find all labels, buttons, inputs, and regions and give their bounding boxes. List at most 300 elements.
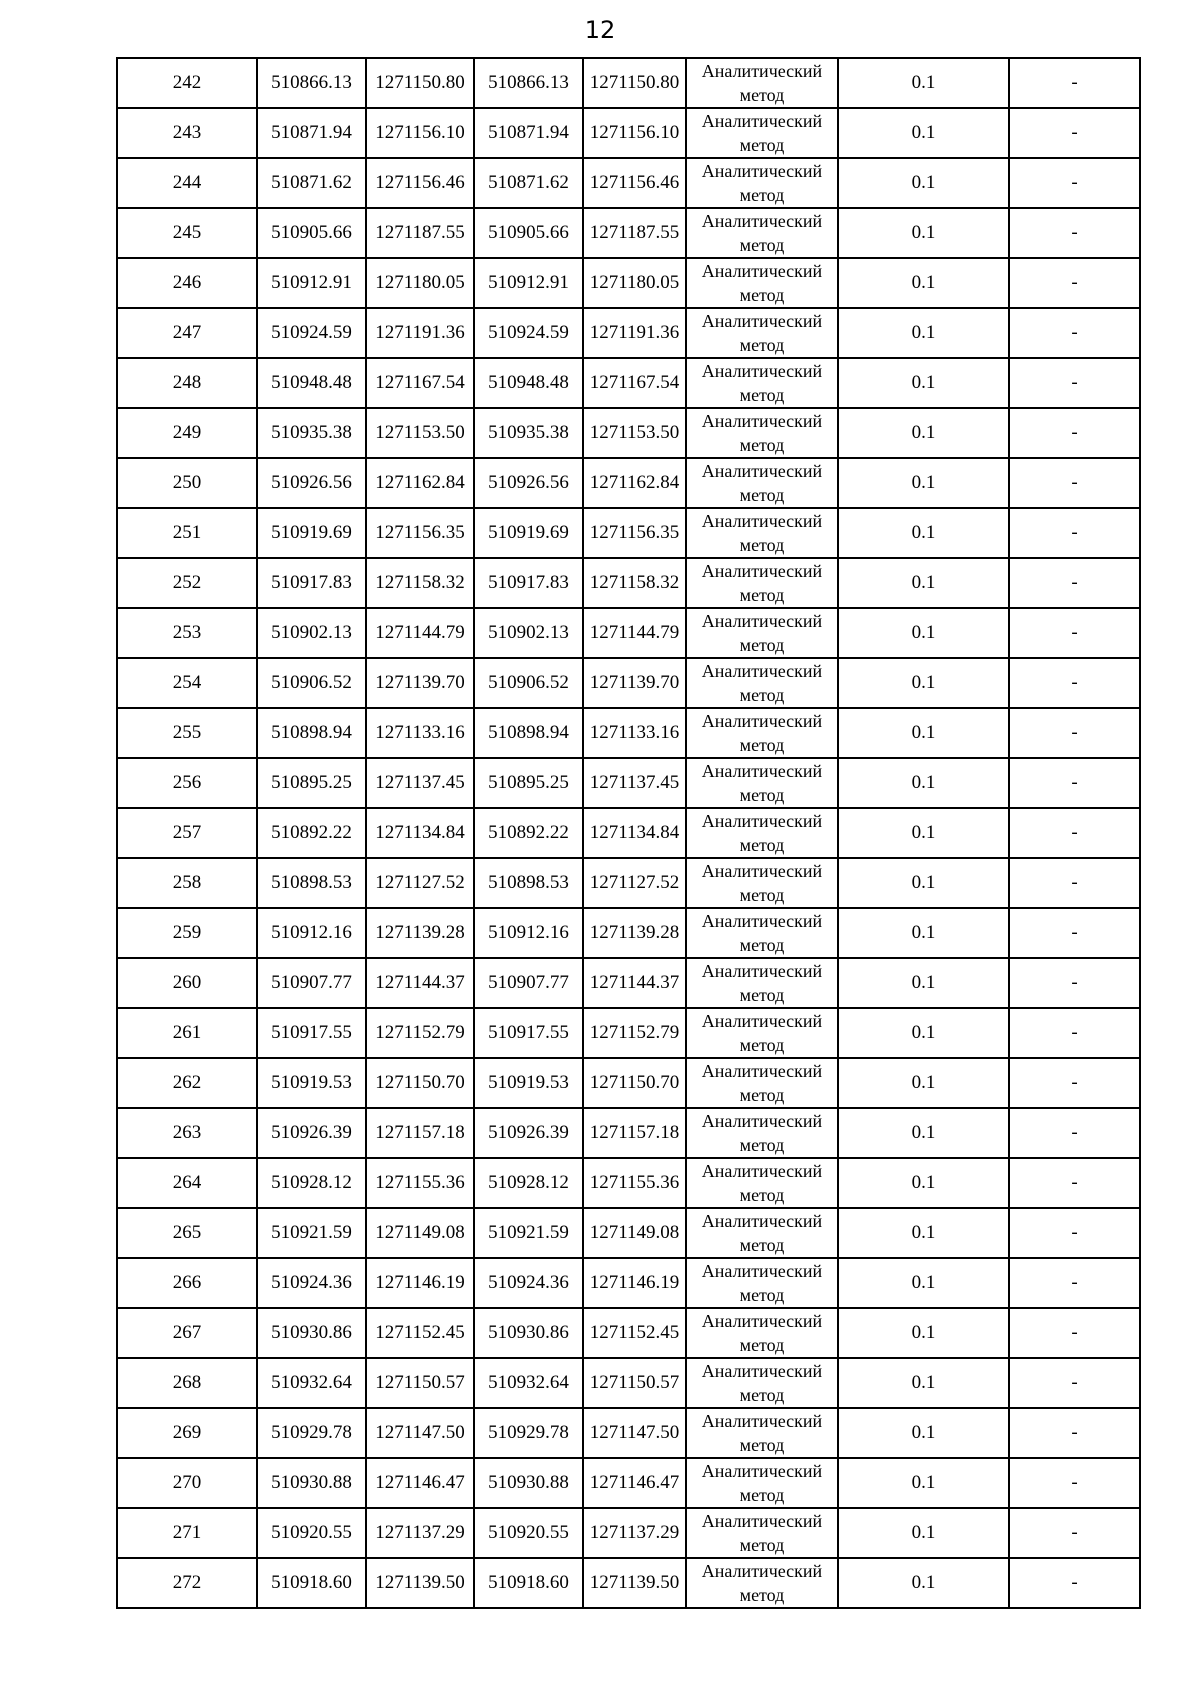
method-text: Аналитический <box>701 511 823 531</box>
x-existing-cell: 510932.64 <box>257 1358 366 1408</box>
y-new-cell: 1271139.28 <box>583 908 686 958</box>
method-text: метод <box>739 1535 785 1555</box>
point-number-cell: 247 <box>117 308 257 358</box>
accuracy-cell: 0.1 <box>838 1558 1009 1608</box>
method-cell <box>686 258 838 308</box>
x-existing-cell: 510930.88 <box>257 1458 366 1508</box>
table-row <box>117 158 1140 208</box>
accuracy-cell: 0.1 <box>838 1508 1009 1558</box>
x-existing-cell: 510919.69 <box>257 508 366 558</box>
method-text: метод <box>739 1135 785 1155</box>
method-cell <box>686 58 838 108</box>
x-existing-cell: 510926.56 <box>257 458 366 508</box>
method-text: метод <box>739 1585 785 1605</box>
y-new-cell: 1271134.84 <box>583 808 686 858</box>
y-existing-cell: 1271146.19 <box>366 1258 474 1308</box>
y-new-cell: 1271180.05 <box>583 258 686 308</box>
y-new-cell: 1271144.79 <box>583 608 686 658</box>
method-text: Аналитический <box>701 1461 823 1481</box>
y-existing-cell: 1271162.84 <box>366 458 474 508</box>
y-existing-cell: 1271180.05 <box>366 258 474 308</box>
method-text: Аналитический <box>701 1161 823 1181</box>
note-cell: - <box>1009 458 1140 508</box>
y-new-cell: 1271158.32 <box>583 558 686 608</box>
table-row <box>117 58 1140 108</box>
y-new-cell: 1271150.57 <box>583 1358 686 1408</box>
y-existing-cell: 1271137.29 <box>366 1508 474 1558</box>
table-row <box>117 1008 1140 1058</box>
coordinates-table <box>116 57 1141 1609</box>
y-new-cell: 1271144.37 <box>583 958 686 1008</box>
x-new-cell: 510906.52 <box>474 658 583 708</box>
x-existing-cell: 510912.91 <box>257 258 366 308</box>
method-text: метод <box>739 1485 785 1505</box>
point-number-cell: 272 <box>117 1558 257 1608</box>
note-cell: - <box>1009 58 1140 108</box>
method-text: метод <box>739 985 785 1005</box>
method-cell <box>686 958 838 1008</box>
x-existing-cell: 510898.53 <box>257 858 366 908</box>
y-existing-cell: 1271150.57 <box>366 1358 474 1408</box>
method-text: Аналитический <box>701 1361 823 1381</box>
method-text: Аналитический <box>701 461 823 481</box>
method-text: метод <box>739 635 785 655</box>
method-text: метод <box>739 135 785 155</box>
x-existing-cell: 510902.13 <box>257 608 366 658</box>
y-new-cell: 1271156.35 <box>583 508 686 558</box>
point-number-cell: 243 <box>117 108 257 158</box>
accuracy-cell: 0.1 <box>838 1258 1009 1308</box>
point-number-cell: 251 <box>117 508 257 558</box>
table-row <box>117 958 1140 1008</box>
accuracy-cell: 0.1 <box>838 858 1009 908</box>
x-existing-cell: 510928.12 <box>257 1158 366 1208</box>
accuracy-cell: 0.1 <box>838 1458 1009 1508</box>
method-cell <box>686 308 838 358</box>
x-new-cell: 510928.12 <box>474 1158 583 1208</box>
y-existing-cell: 1271150.70 <box>366 1058 474 1108</box>
y-new-cell: 1271139.70 <box>583 658 686 708</box>
note-cell: - <box>1009 158 1140 208</box>
note-cell: - <box>1009 1208 1140 1258</box>
x-new-cell: 510907.77 <box>474 958 583 1008</box>
accuracy-cell: 0.1 <box>838 1008 1009 1058</box>
x-existing-cell: 510921.59 <box>257 1208 366 1258</box>
point-number-cell: 248 <box>117 358 257 408</box>
x-new-cell: 510924.36 <box>474 1258 583 1308</box>
method-text: Аналитический <box>701 611 823 631</box>
method-text: метод <box>739 1335 785 1355</box>
y-new-cell: 1271133.16 <box>583 708 686 758</box>
point-number-cell: 253 <box>117 608 257 658</box>
point-number-cell: 261 <box>117 1008 257 1058</box>
accuracy-cell: 0.1 <box>838 408 1009 458</box>
accuracy-cell: 0.1 <box>838 458 1009 508</box>
accuracy-cell: 0.1 <box>838 908 1009 958</box>
y-existing-cell: 1271133.16 <box>366 708 474 758</box>
x-existing-cell: 510892.22 <box>257 808 366 858</box>
method-cell <box>686 1458 838 1508</box>
accuracy-cell: 0.1 <box>838 558 1009 608</box>
method-text: Аналитический <box>701 811 823 831</box>
point-number-cell: 245 <box>117 208 257 258</box>
x-existing-cell: 510912.16 <box>257 908 366 958</box>
point-number-cell: 250 <box>117 458 257 508</box>
accuracy-cell: 0.1 <box>838 508 1009 558</box>
method-text: метод <box>739 1385 785 1405</box>
table-row <box>117 608 1140 658</box>
accuracy-cell: 0.1 <box>838 758 1009 808</box>
x-existing-cell: 510926.39 <box>257 1108 366 1158</box>
note-cell: - <box>1009 808 1140 858</box>
note-cell: - <box>1009 1408 1140 1458</box>
method-text: метод <box>739 1435 785 1455</box>
y-existing-cell: 1271155.36 <box>366 1158 474 1208</box>
y-new-cell: 1271150.70 <box>583 1058 686 1108</box>
method-cell <box>686 1058 838 1108</box>
note-cell: - <box>1009 108 1140 158</box>
x-new-cell: 510926.56 <box>474 458 583 508</box>
method-cell <box>686 458 838 508</box>
method-text: Аналитический <box>701 111 823 131</box>
method-cell <box>686 108 838 158</box>
method-cell <box>686 408 838 458</box>
x-existing-cell: 510917.55 <box>257 1008 366 1058</box>
note-cell: - <box>1009 1308 1140 1358</box>
point-number-cell: 244 <box>117 158 257 208</box>
y-new-cell: 1271146.19 <box>583 1258 686 1308</box>
x-existing-cell: 510948.48 <box>257 358 366 408</box>
y-new-cell: 1271167.54 <box>583 358 686 408</box>
x-new-cell: 510920.55 <box>474 1508 583 1558</box>
accuracy-cell: 0.1 <box>838 58 1009 108</box>
table-row <box>117 1458 1140 1508</box>
y-existing-cell: 1271139.28 <box>366 908 474 958</box>
table-row <box>117 458 1140 508</box>
table-row <box>117 358 1140 408</box>
x-new-cell: 510930.86 <box>474 1308 583 1358</box>
method-text: метод <box>739 385 785 405</box>
x-new-cell: 510871.94 <box>474 108 583 158</box>
method-text: Аналитический <box>701 411 823 431</box>
table-row <box>117 1158 1140 1208</box>
point-number-cell: 259 <box>117 908 257 958</box>
y-new-cell: 1271153.50 <box>583 408 686 458</box>
y-existing-cell: 1271149.08 <box>366 1208 474 1258</box>
method-text: метод <box>739 785 785 805</box>
method-text: Аналитический <box>701 1561 823 1581</box>
y-new-cell: 1271150.80 <box>583 58 686 108</box>
x-existing-cell: 510871.62 <box>257 158 366 208</box>
y-existing-cell: 1271139.50 <box>366 1558 474 1608</box>
accuracy-cell: 0.1 <box>838 1408 1009 1458</box>
method-cell <box>686 208 838 258</box>
note-cell: - <box>1009 1058 1140 1108</box>
method-cell <box>686 1108 838 1158</box>
table-row <box>117 308 1140 358</box>
method-text: метод <box>739 1285 785 1305</box>
method-text: Аналитический <box>701 61 823 81</box>
x-new-cell: 510924.59 <box>474 308 583 358</box>
method-text: Аналитический <box>701 311 823 331</box>
y-existing-cell: 1271157.18 <box>366 1108 474 1158</box>
accuracy-cell: 0.1 <box>838 608 1009 658</box>
y-new-cell: 1271156.10 <box>583 108 686 158</box>
y-new-cell: 1271152.79 <box>583 1008 686 1058</box>
table-row <box>117 908 1140 958</box>
point-number-cell: 267 <box>117 1308 257 1358</box>
method-cell <box>686 1408 838 1458</box>
method-text: метод <box>739 185 785 205</box>
method-text: метод <box>739 485 785 505</box>
x-new-cell: 510919.53 <box>474 1058 583 1108</box>
x-new-cell: 510926.39 <box>474 1108 583 1158</box>
x-new-cell: 510912.16 <box>474 908 583 958</box>
y-new-cell: 1271127.52 <box>583 858 686 908</box>
y-existing-cell: 1271153.50 <box>366 408 474 458</box>
method-text: Аналитический <box>701 1211 823 1231</box>
table-row <box>117 408 1140 458</box>
method-cell <box>686 658 838 708</box>
x-new-cell: 510898.94 <box>474 708 583 758</box>
note-cell: - <box>1009 1158 1140 1208</box>
method-cell <box>686 608 838 658</box>
note-cell: - <box>1009 758 1140 808</box>
note-cell: - <box>1009 1508 1140 1558</box>
accuracy-cell: 0.1 <box>838 1208 1009 1258</box>
x-new-cell: 510935.38 <box>474 408 583 458</box>
note-cell: - <box>1009 1558 1140 1608</box>
point-number-cell: 254 <box>117 658 257 708</box>
method-cell <box>686 558 838 608</box>
table-row <box>117 1058 1140 1108</box>
method-text: Аналитический <box>701 861 823 881</box>
y-existing-cell: 1271144.79 <box>366 608 474 658</box>
method-cell <box>686 1558 838 1608</box>
x-new-cell: 510902.13 <box>474 608 583 658</box>
method-text: Аналитический <box>701 711 823 731</box>
point-number-cell: 252 <box>117 558 257 608</box>
method-text: Аналитический <box>701 761 823 781</box>
table-row <box>117 508 1140 558</box>
point-number-cell: 242 <box>117 58 257 108</box>
page-number: 12 <box>584 16 616 44</box>
accuracy-cell: 0.1 <box>838 308 1009 358</box>
y-existing-cell: 1271156.46 <box>366 158 474 208</box>
y-existing-cell: 1271134.84 <box>366 808 474 858</box>
table-row <box>117 808 1140 858</box>
method-text: Аналитический <box>701 1411 823 1431</box>
method-text: метод <box>739 685 785 705</box>
point-number-cell: 257 <box>117 808 257 858</box>
table-row <box>117 758 1140 808</box>
table-row <box>117 658 1140 708</box>
x-existing-cell: 510930.86 <box>257 1308 366 1358</box>
method-text: Аналитический <box>701 561 823 581</box>
note-cell: - <box>1009 208 1140 258</box>
method-text: Аналитический <box>701 961 823 981</box>
note-cell: - <box>1009 1458 1140 1508</box>
note-cell: - <box>1009 908 1140 958</box>
method-text: Аналитический <box>701 1011 823 1031</box>
accuracy-cell: 0.1 <box>838 1058 1009 1108</box>
x-new-cell: 510921.59 <box>474 1208 583 1258</box>
method-text: Аналитический <box>701 1511 823 1531</box>
x-new-cell: 510917.55 <box>474 1008 583 1058</box>
method-text: метод <box>739 1185 785 1205</box>
note-cell: - <box>1009 858 1140 908</box>
x-existing-cell: 510905.66 <box>257 208 366 258</box>
method-cell <box>686 858 838 908</box>
accuracy-cell: 0.1 <box>838 358 1009 408</box>
method-text: метод <box>739 885 785 905</box>
y-new-cell: 1271149.08 <box>583 1208 686 1258</box>
point-number-cell: 258 <box>117 858 257 908</box>
x-existing-cell: 510918.60 <box>257 1558 366 1608</box>
method-text: метод <box>739 235 785 255</box>
y-existing-cell: 1271156.35 <box>366 508 474 558</box>
point-number-cell: 255 <box>117 708 257 758</box>
note-cell: - <box>1009 1008 1140 1058</box>
table-row <box>117 1308 1140 1358</box>
method-cell <box>686 1258 838 1308</box>
accuracy-cell: 0.1 <box>838 1158 1009 1208</box>
x-new-cell: 510892.22 <box>474 808 583 858</box>
y-new-cell: 1271156.46 <box>583 158 686 208</box>
note-cell: - <box>1009 1258 1140 1308</box>
point-number-cell: 268 <box>117 1358 257 1408</box>
method-text: Аналитический <box>701 1111 823 1131</box>
accuracy-cell: 0.1 <box>838 1108 1009 1158</box>
accuracy-cell: 0.1 <box>838 258 1009 308</box>
table-row <box>117 858 1140 908</box>
accuracy-cell: 0.1 <box>838 208 1009 258</box>
table-row <box>117 1508 1140 1558</box>
note-cell: - <box>1009 358 1140 408</box>
point-number-cell: 264 <box>117 1158 257 1208</box>
x-existing-cell: 510924.36 <box>257 1258 366 1308</box>
point-number-cell: 249 <box>117 408 257 458</box>
x-new-cell: 510930.88 <box>474 1458 583 1508</box>
y-existing-cell: 1271156.10 <box>366 108 474 158</box>
method-text: Аналитический <box>701 261 823 281</box>
table-body <box>117 58 1140 1608</box>
method-text: метод <box>739 835 785 855</box>
x-existing-cell: 510898.94 <box>257 708 366 758</box>
x-new-cell: 510895.25 <box>474 758 583 808</box>
point-number-cell: 270 <box>117 1458 257 1508</box>
y-new-cell: 1271152.45 <box>583 1308 686 1358</box>
y-existing-cell: 1271167.54 <box>366 358 474 408</box>
y-new-cell: 1271191.36 <box>583 308 686 358</box>
point-number-cell: 262 <box>117 1058 257 1108</box>
note-cell: - <box>1009 1358 1140 1408</box>
note-cell: - <box>1009 408 1140 458</box>
method-text: метод <box>739 585 785 605</box>
x-new-cell: 510912.91 <box>474 258 583 308</box>
x-existing-cell: 510866.13 <box>257 58 366 108</box>
method-cell <box>686 808 838 858</box>
x-existing-cell: 510919.53 <box>257 1058 366 1108</box>
y-existing-cell: 1271146.47 <box>366 1458 474 1508</box>
y-existing-cell: 1271158.32 <box>366 558 474 608</box>
x-new-cell: 510919.69 <box>474 508 583 558</box>
y-existing-cell: 1271152.79 <box>366 1008 474 1058</box>
accuracy-cell: 0.1 <box>838 808 1009 858</box>
method-cell <box>686 1158 838 1208</box>
method-cell <box>686 908 838 958</box>
note-cell: - <box>1009 708 1140 758</box>
accuracy-cell: 0.1 <box>838 658 1009 708</box>
table-row <box>117 208 1140 258</box>
x-new-cell: 510932.64 <box>474 1358 583 1408</box>
note-cell: - <box>1009 1108 1140 1158</box>
x-new-cell: 510918.60 <box>474 1558 583 1608</box>
x-new-cell: 510866.13 <box>474 58 583 108</box>
note-cell: - <box>1009 958 1140 1008</box>
table-row <box>117 1208 1140 1258</box>
x-existing-cell: 510929.78 <box>257 1408 366 1458</box>
y-new-cell: 1271187.55 <box>583 208 686 258</box>
y-new-cell: 1271157.18 <box>583 1108 686 1158</box>
y-existing-cell: 1271150.80 <box>366 58 474 108</box>
method-text: метод <box>739 335 785 355</box>
x-existing-cell: 510871.94 <box>257 108 366 158</box>
y-existing-cell: 1271187.55 <box>366 208 474 258</box>
point-number-cell: 246 <box>117 258 257 308</box>
method-cell <box>686 1508 838 1558</box>
point-number-cell: 265 <box>117 1208 257 1258</box>
accuracy-cell: 0.1 <box>838 958 1009 1008</box>
point-number-cell: 269 <box>117 1408 257 1458</box>
note-cell: - <box>1009 658 1140 708</box>
method-cell <box>686 1308 838 1358</box>
method-cell <box>686 708 838 758</box>
x-existing-cell: 510906.52 <box>257 658 366 708</box>
method-text: метод <box>739 435 785 455</box>
method-cell <box>686 1208 838 1258</box>
table-row <box>117 1558 1140 1608</box>
y-new-cell: 1271139.50 <box>583 1558 686 1608</box>
table-row <box>117 558 1140 608</box>
accuracy-cell: 0.1 <box>838 158 1009 208</box>
method-cell <box>686 1008 838 1058</box>
x-new-cell: 510917.83 <box>474 558 583 608</box>
method-text: метод <box>739 285 785 305</box>
y-new-cell: 1271146.47 <box>583 1458 686 1508</box>
y-existing-cell: 1271152.45 <box>366 1308 474 1358</box>
table-row <box>117 708 1140 758</box>
y-existing-cell: 1271139.70 <box>366 658 474 708</box>
y-existing-cell: 1271191.36 <box>366 308 474 358</box>
method-cell <box>686 508 838 558</box>
x-new-cell: 510898.53 <box>474 858 583 908</box>
method-text: Аналитический <box>701 661 823 681</box>
x-new-cell: 510948.48 <box>474 358 583 408</box>
table-row <box>117 108 1140 158</box>
point-number-cell: 260 <box>117 958 257 1008</box>
y-existing-cell: 1271144.37 <box>366 958 474 1008</box>
method-text: метод <box>739 935 785 955</box>
x-new-cell: 510905.66 <box>474 208 583 258</box>
note-cell: - <box>1009 508 1140 558</box>
point-number-cell: 263 <box>117 1108 257 1158</box>
x-existing-cell: 510935.38 <box>257 408 366 458</box>
y-new-cell: 1271137.29 <box>583 1508 686 1558</box>
method-text: метод <box>739 735 785 755</box>
table-row <box>117 1358 1140 1408</box>
method-text: Аналитический <box>701 1261 823 1281</box>
